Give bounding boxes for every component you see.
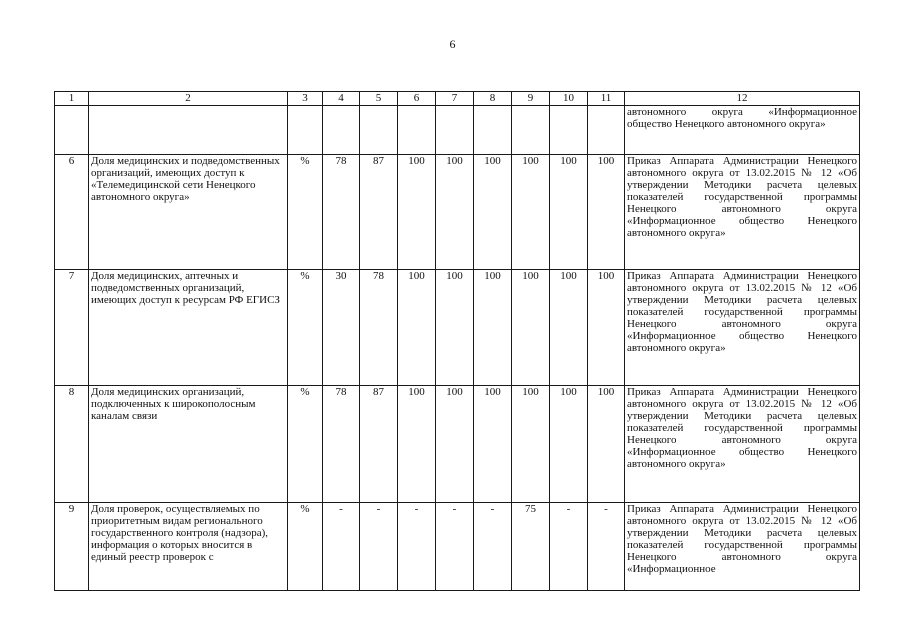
value-cell: 100 [436,155,474,270]
unit-cell: % [288,270,323,386]
value-cell: 100 [398,155,436,270]
value-cell: - [360,503,398,591]
value-cell: 100 [550,155,588,270]
value-cell: 78 [323,155,360,270]
value-cell: 100 [474,155,512,270]
value-cell: - [588,503,625,591]
value-cell: 100 [550,270,588,386]
col-header: 8 [474,92,512,106]
value-cell: 78 [360,270,398,386]
cell-empty [474,106,512,155]
continuation-row [55,106,860,155]
value-cell: - [550,503,588,591]
cell-empty [588,106,625,155]
value-cell: 100 [474,386,512,503]
col-header: 4 [323,92,360,106]
value-cell: - [436,503,474,591]
row-number: 9 [55,503,89,591]
indicator-name: Доля медицинских, аптечных и подведомственных организаций, имеющих доступ к ресурсам РФ ЕГИСЗ [89,270,288,386]
value-cell: - [398,503,436,591]
row-number: 6 [55,155,89,270]
value-cell: 100 [588,155,625,270]
col-header: 3 [288,92,323,106]
source-cell: Приказ Аппарата Администрации Ненецкого автономного округа от 13.02.2015 № 12 «Об утверждении Методики расчета целевых показателей государственной программы Ненецкого автономного округа «Информационное общество Ненецкого автономного округа» [625,155,860,270]
value-cell: 100 [588,270,625,386]
cell-empty [55,106,89,155]
col-header: 1 [55,92,89,106]
cell-empty [512,106,550,155]
value-cell: 78 [323,386,360,503]
page-number: 6 [449,37,456,51]
value-cell: 100 [436,270,474,386]
indicator-name: Доля медицинских и подведомственных организаций, имеющих доступ к «Телемедицинской сети Ненецкого автономного округа» [89,155,288,270]
value-cell: 100 [474,270,512,386]
cell-empty [360,106,398,155]
col-header: 7 [436,92,474,106]
col-header: 11 [588,92,625,106]
row-number: 8 [55,386,89,503]
value-cell: 100 [398,386,436,503]
cell-empty [323,106,360,155]
col-header: 2 [89,92,288,106]
row-number: 7 [55,270,89,386]
unit-cell: % [288,503,323,591]
header-row [55,92,860,106]
value-cell: 100 [398,270,436,386]
table-row [55,155,860,270]
indicator-name: Доля проверок, осуществляемых по приоритетным видам регионального государственного контроля (надзора), информация о которых вносится в единый реестр проверок с [89,503,288,591]
value-cell: 75 [512,503,550,591]
source-cell: Приказ Аппарата Администрации Ненецкого автономного округа от 13.02.2015 № 12 «Об утверждении Методики расчета целевых показателей государственной программы Ненецкого автономного округа «Информационное общество Ненецкого автономного округа» [625,270,860,386]
unit-cell: % [288,386,323,503]
col-header: 10 [550,92,588,106]
source-cell: автономного округа «Информационное общество Ненецкого автономного округа» [625,106,860,155]
unit-cell: % [288,155,323,270]
table-row [55,270,860,386]
col-header: 5 [360,92,398,106]
cell-empty [436,106,474,155]
value-cell: - [323,503,360,591]
indicator-name: Доля медицинских организаций, подключенных к широкополосным каналам связи [89,386,288,503]
value-cell: 100 [512,155,550,270]
value-cell: 100 [512,386,550,503]
cell-empty [288,106,323,155]
value-cell: 87 [360,155,398,270]
cell-empty [89,106,288,155]
table-row [55,503,860,591]
col-header: 12 [625,92,860,106]
cell-empty [550,106,588,155]
value-cell: 100 [588,386,625,503]
col-header: 9 [512,92,550,106]
source-cell: Приказ Аппарата Администрации Ненецкого автономного округа от 13.02.2015 № 12 «Об утверждении Методики расчета целевых показателей государственной программы Ненецкого автономного округа «Информационное [625,503,860,591]
table-row [55,386,860,503]
value-cell: 100 [550,386,588,503]
cell-empty [398,106,436,155]
value-cell: 87 [360,386,398,503]
source-cell: Приказ Аппарата Администрации Ненецкого автономного округа от 13.02.2015 № 12 «Об утверждении Методики расчета целевых показателей государственной программы Ненецкого автономного округа «Информационное общество Ненецкого автономного округа» [625,386,860,503]
value-cell: 100 [512,270,550,386]
value-cell: - [474,503,512,591]
value-cell: 100 [436,386,474,503]
value-cell: 30 [323,270,360,386]
col-header: 6 [398,92,436,106]
indicators-table [54,91,860,591]
